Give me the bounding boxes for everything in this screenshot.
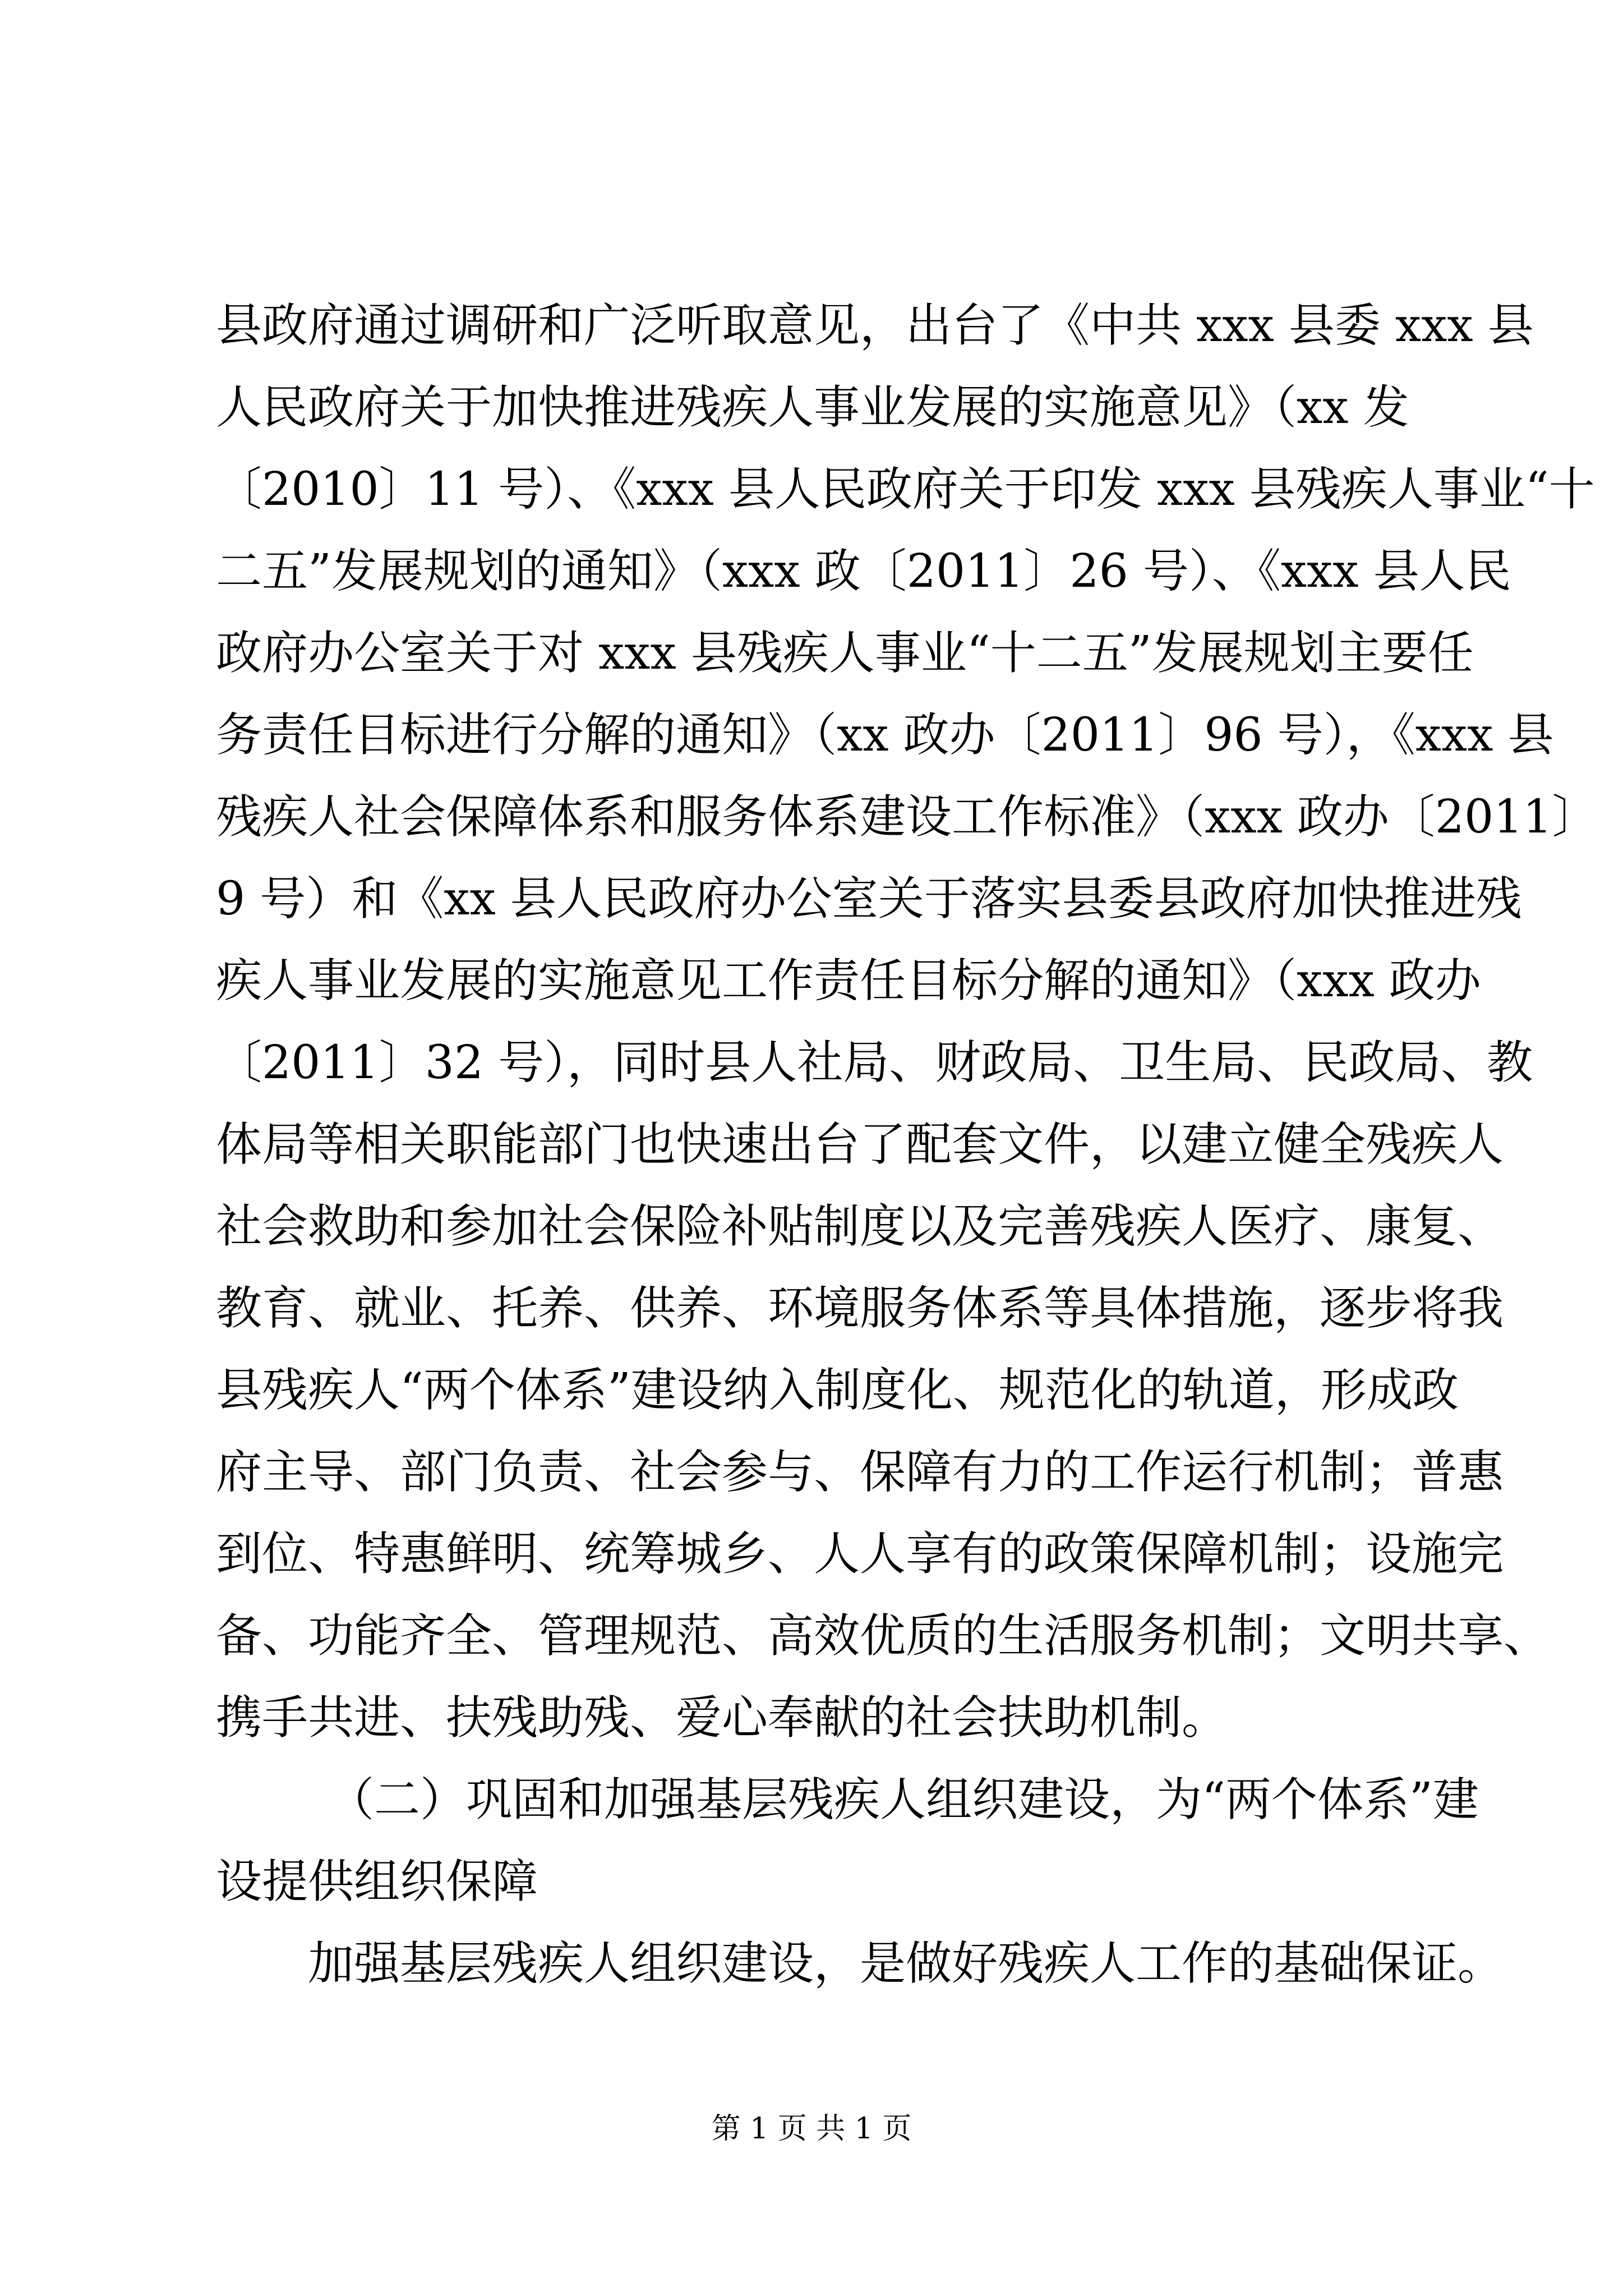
body-paragraph — [216, 285, 1598, 1759]
text-line: 备、功能齐全、管理规范、高效优质的生活服务机制；文明共享、 — [216, 1609, 1550, 1663]
text-line: 〔2010〕11 号）、《xxx 县人民政府关于印发 xxx 县残疾人事业“十 — [216, 463, 1595, 516]
section-heading — [216, 1759, 1479, 1923]
text-line: 府主导、部门负责、社会参与、保障有力的工作运行机制；普惠 — [216, 1446, 1504, 1499]
document-body — [216, 285, 1598, 2005]
text-line: 携手共进、扶残助残、爱心奉献的社会扶助机制。 — [216, 1691, 1228, 1745]
text-line: 社会救助和参加社会保险补贴制度以及完善残疾人医疗、康复、 — [216, 1200, 1504, 1253]
heading-line: 设提供组织保障 — [216, 1855, 538, 1908]
text-line: 到位、特惠鲜明、统筹城乡、人人享有的政策保障机制；设施完 — [216, 1527, 1504, 1581]
body-paragraph — [216, 1923, 1504, 2005]
text-line: 疾人事业发展的实施意见工作责任目标分解的通知》（xxx 政办 — [216, 954, 1481, 1007]
text-line: 9 号）和《xx 县人民政府办公室关于落实县委县政府加快推进残 — [216, 872, 1522, 926]
text-line: 县政府通过调研和广泛听取意见，出台了《中共 xxx 县委 xxx 县 — [216, 299, 1534, 352]
text-line: 人民政府关于加快推进残疾人事业发展的实施意见》（xx 发 — [216, 381, 1409, 434]
text-line: 二五”发展规划的通知》（xxx 政〔2011〕26 号）、《xxx 县人民 — [216, 545, 1511, 598]
heading-line: （二）巩固和加强基层残疾人组织建设，为“两个体系”建 — [328, 1773, 1479, 1826]
text-line: 加强基层残疾人组织建设，是做好残疾人工作的基础保证。 — [308, 1937, 1504, 1990]
text-line: 政府办公室关于对 xxx 县残疾人事业“十二五”发展规划主要任 — [216, 627, 1474, 680]
text-line: 体局等相关职能部门也快速出台了配套文件，以建立健全残疾人 — [216, 1118, 1504, 1171]
text-line: 〔2011〕32 号），同时县人社局、财政局、卫生局、民政局、教 — [216, 1036, 1533, 1089]
text-line: 教育、就业、托养、供养、环境服务体系等具体措施，逐步将我 — [216, 1282, 1504, 1335]
text-line: 残疾人社会保障体系和服务体系建设工作标准》（xxx 政办〔2011〕 — [216, 790, 1598, 844]
text-line: 县残疾人“两个体系”建设纳入制度化、规范化的轨道，形成政 — [216, 1364, 1459, 1417]
page-number-footer: 第 1 页 共 1 页 — [711, 2112, 912, 2146]
text-line: 务责任目标进行分解的通知》（xx 政办〔2011〕96 号），《xxx 县 — [216, 708, 1554, 762]
